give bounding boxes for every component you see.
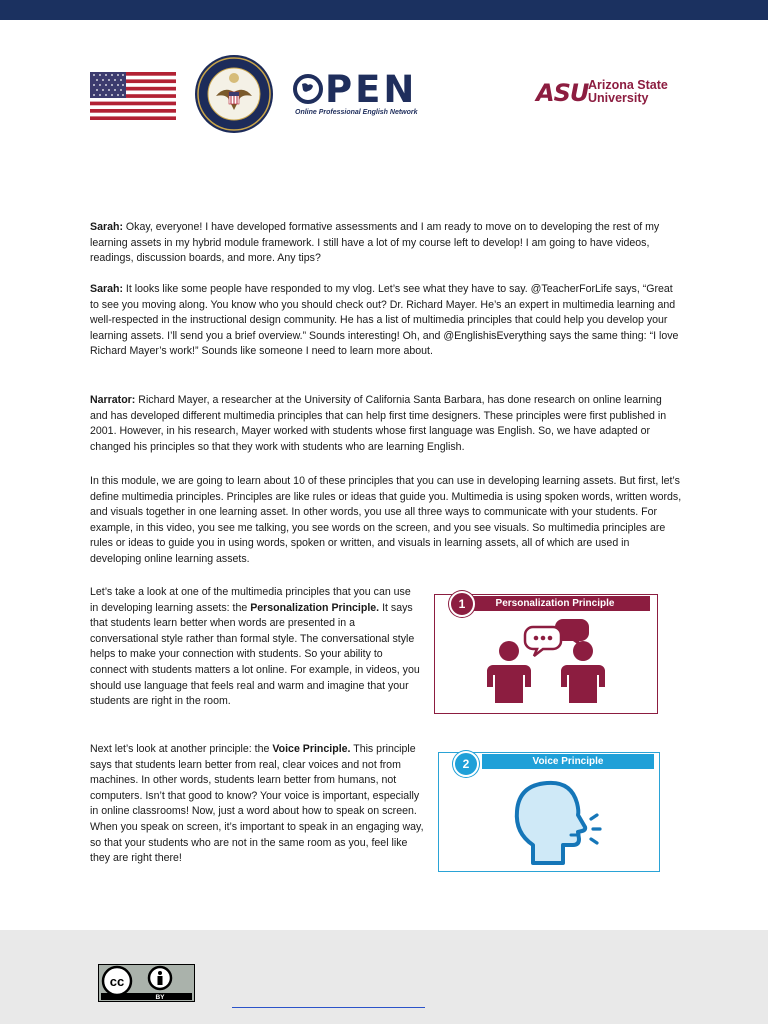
- speaker-label: Narrator:: [90, 394, 136, 406]
- asu-name: Arizona State University: [588, 78, 668, 105]
- svg-text:cc: cc: [109, 974, 125, 989]
- asu-mark: ASU: [536, 79, 589, 107]
- paragraph-text: In this module, we are going to learn about 10 of these principles that you can use in developing learning assets. But first, let’s define multimedia principles. Principles are like rules or ideas that guide you. Multimedia is using spoken words, written words, and visuals together in one learning asset. In other words, you use all three ways to communicate with your students. For example, in this video, you see me talking, you see words on the screen, and you see visuals. So multimedia principles are rules or ideas to guide you in using words, spoken or written, and visuals in learning assets, all of which are used in developing online learning assets.: [90, 475, 682, 565]
- paragraph-voice: Next let’s look at another principle: the Voice Principle. This principle says that students learn better from real, clear voices and not from machines. In other words, students learn better from humans, not computers. Isn’t that good to know? Your voice is important, especially in online classrooms! Now, just a word about how to speak on screen. When you speak on screen, it’s important to speak in an engaging way, so that your students who are not in the same room as you, feel like they are right there!: [90, 743, 424, 865]
- paragraph-sarah-vlog: [90, 282, 682, 360]
- footer-link[interactable]: [232, 1007, 425, 1008]
- paragraph-multimedia-definition: [90, 474, 682, 568]
- asu-logo: [536, 78, 676, 110]
- figure-title: Voice Principle: [482, 754, 654, 769]
- paragraph-sarah-intro: [90, 220, 682, 267]
- principle-name: Voice Principle.: [272, 743, 351, 755]
- globe-icon: [293, 74, 323, 104]
- voice-principle-figure: [438, 752, 660, 872]
- cc-by-icon: [98, 964, 195, 1002]
- open-subtitle: Online Professional English Network: [295, 109, 418, 116]
- svg-text:BY: BY: [155, 994, 165, 1001]
- paragraph-text: It looks like some people have responded to my vlog. Let’s see what they have to say. @TeacherForLife says, “Great to see you moving along. You know who you should check out? Dr. Richard Mayer. He’s an expert in multimedia learning and well-respected in the instructional design community. He has a list of multimedia principles that could help you develop your learning assets. I’ll send you a brief overview.” Sounds interesting! Oh, and @EnglishisEverything says the same thing: “I love Richard Mayer’s work!” Sounds like someone I need to learn more about.: [90, 283, 679, 358]
- paragraph-personalization: Let’s take a look at one of the multimedia principles that you can use in developing learning assets: the Personalization Principle. It says that students learn better when words are presented in a conversational style rather than formal style. The conversational style helps to make your connection with students. So your ability to connect with students matters a lot online. For example, in videos, you should use language that feels real and warm and imagine that your students are right in the room.: [90, 586, 420, 708]
- us-flag-logo: [90, 72, 176, 120]
- figure-number-badge: 2: [453, 751, 479, 777]
- personalization-principle-figure: [434, 594, 658, 714]
- top-banner: [0, 0, 768, 20]
- speaking-head-icon: [505, 775, 605, 867]
- open-logo: [293, 70, 428, 122]
- speaker-label: Sarah:: [90, 283, 123, 295]
- principle-name: Personalization Principle.: [250, 601, 380, 614]
- paragraph-text: Richard Mayer, a researcher at the University of California Santa Barbara, has done research on online learning and has developed different multimedia principles that can help first time designers. These principles were first published in 2001. However, in his research, Mayer worked with students whose first language was English. So, we have adapted or changed his principles so that they work with students who are learning English.: [90, 394, 667, 453]
- figure-title: Personalization Principle: [460, 596, 650, 611]
- speaker-label: Sarah:: [90, 221, 123, 233]
- open-wordmark: PEN: [325, 68, 418, 111]
- figure-number-badge: 1: [449, 591, 475, 617]
- two-people-talking-icon: [475, 615, 615, 710]
- paragraph-text: Okay, everyone! I have developed formative assessments and I am ready to move on to developing the rest of my learning assets in my hybrid module framework. I still have a lot of my course left to develop! I am going to have videos, readings, discussion boards, and more. Any tips?: [90, 221, 660, 265]
- paragraph-narrator: [90, 393, 682, 455]
- state-department-seal-logo: [194, 54, 274, 134]
